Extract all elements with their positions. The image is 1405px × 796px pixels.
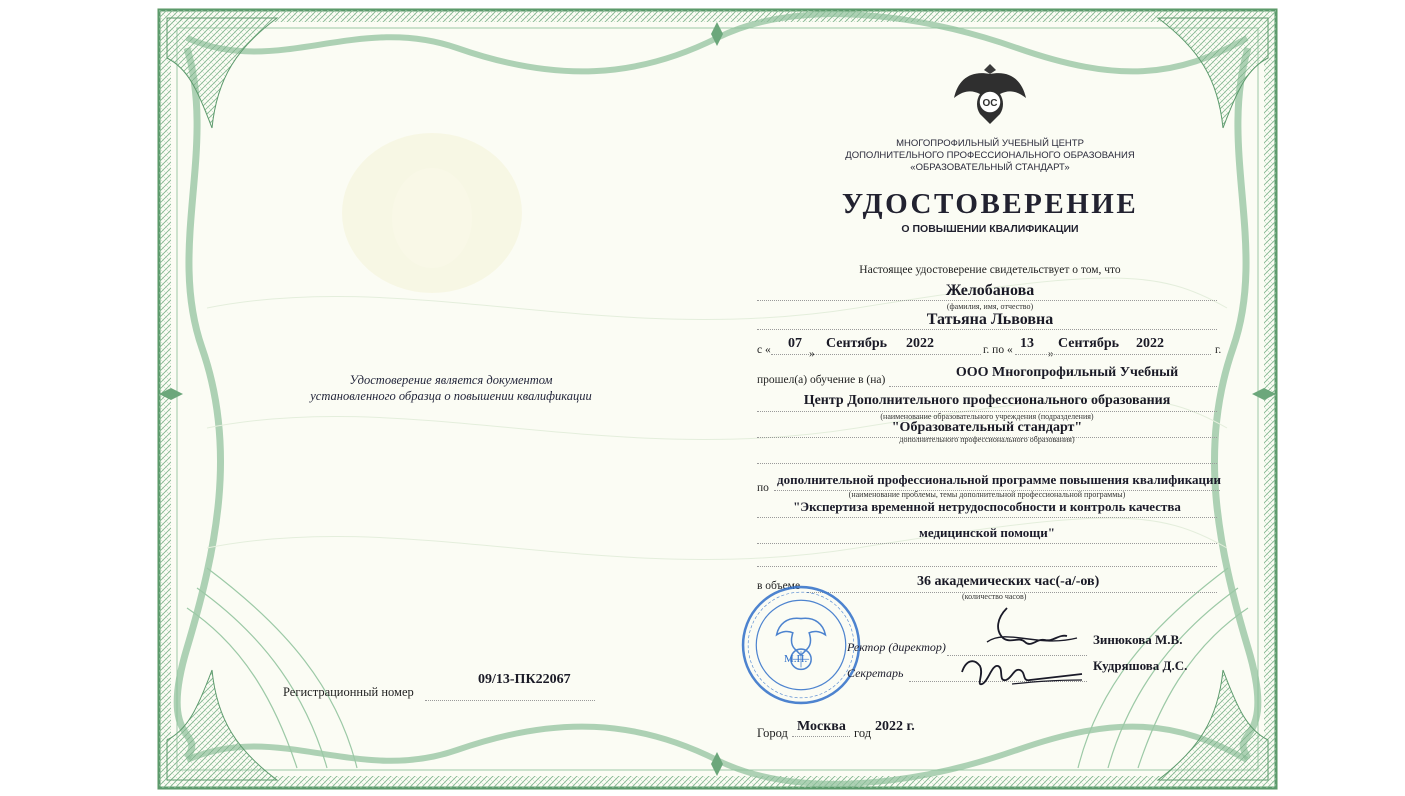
eagle-emblem-icon xyxy=(950,60,1030,130)
notice-line-1: Удостоверение является документом xyxy=(349,373,553,387)
program-line-3: медицинской помощи" xyxy=(919,525,1055,540)
date-from-prefix: с « xyxy=(757,344,771,356)
institution-line-2: Центр Дополнительного профессионального образования xyxy=(803,393,1171,408)
document-title: УДОСТОВЕРЕНИЕ xyxy=(841,188,1139,220)
institution-line-3: "Образовательный стандарт" xyxy=(891,420,1083,435)
name-line xyxy=(757,329,1217,330)
year-from: 2022 xyxy=(906,336,934,351)
year-value: 2022 г. xyxy=(875,719,915,734)
rector-label: Ректор (директор) xyxy=(847,640,946,654)
secretary-label: Секретарь xyxy=(847,666,904,680)
org-line-2: ДОПОЛНИТЕЛЬНОГО ПРОФЕССИОНАЛЬНОГО ОБРАЗОВАНИЯ xyxy=(845,150,1135,161)
volume-value: 36 академических час(-а/-ов) xyxy=(917,574,1100,589)
date-to-close-quote: » xyxy=(1048,348,1054,360)
left-notice xyxy=(281,372,621,404)
year-label: год xyxy=(854,726,872,740)
program-line-3-rule xyxy=(757,543,1217,544)
program-line-2-rule xyxy=(757,517,1217,518)
day-to: 13 xyxy=(1020,336,1034,351)
reg-number-label: Регистрационный номер xyxy=(283,685,414,699)
rector-name: Зинюкова М.В. xyxy=(1093,632,1183,647)
surname: Желобанова xyxy=(945,282,1035,299)
blank-rule-2 xyxy=(757,566,1217,567)
date-from-close-quote: » xyxy=(809,348,815,360)
institution-caption-1: (наименование образовательного учреждения (подразделения) xyxy=(880,412,1094,421)
po-label: по xyxy=(757,482,769,494)
month-from: Сентябрь xyxy=(826,336,888,351)
date-to-prefix: г. по « xyxy=(983,344,1013,356)
secretary-name: Кудряшова Д.С. xyxy=(1093,658,1188,673)
trained-label: прошел(а) обучение в (на) xyxy=(757,374,886,386)
volume-caption: (количество часов) xyxy=(962,592,1027,601)
certificate xyxy=(157,8,1278,790)
institution-caption-2: дополнительного профессионального образования) xyxy=(899,435,1075,444)
program-line-1: дополнительной профессиональной программе повышения квалификации xyxy=(777,472,1221,487)
reg-number: 09/13-ПК22067 xyxy=(478,672,571,687)
given-name: Татьяна Львовна xyxy=(926,311,1054,328)
reg-number-line xyxy=(425,700,595,701)
fio-caption: (фамилия, имя, отчество) xyxy=(946,302,1034,311)
day-from: 07 xyxy=(788,336,802,351)
mp-label: М.П. xyxy=(784,653,808,665)
org-line-3: «ОБРАЗОВАТЕЛЬНЫЙ СТАНДАРТ» xyxy=(910,162,1070,173)
month-to: Сентябрь xyxy=(1058,336,1120,351)
year-suffix: г. xyxy=(1215,344,1222,356)
program-caption: (наименование проблемы, темы дополнительной профессиональной программы) xyxy=(848,490,1126,499)
institution-line-1: ООО Многопрофильный Учебный xyxy=(955,365,1179,380)
org-header xyxy=(840,138,1140,174)
secretary-signature-icon xyxy=(952,646,1092,696)
surname-line xyxy=(757,300,1217,301)
program-line-2: "Экспертиза временной нетрудоспособности и контроль качества xyxy=(793,499,1181,514)
volume-label: в объеме xyxy=(757,580,801,592)
intro-text: Настоящее удостоверение свидетельствует о том, что xyxy=(859,264,1121,276)
blank-rule xyxy=(757,463,1217,464)
org-line-1: МНОГОПРОФИЛЬНЫЙ УЧЕБНЫЙ ЦЕНТР xyxy=(896,138,1084,149)
city-value: Москва xyxy=(797,719,846,734)
round-stamp-icon xyxy=(740,584,862,706)
institution-line-1-rule xyxy=(889,386,1217,387)
date-to-line xyxy=(1015,354,1211,355)
eagle-watermark-icon xyxy=(332,123,532,303)
notice-line-2: установленного образца о повышении квалификации xyxy=(310,389,592,403)
emblem-text: ОС xyxy=(982,98,998,109)
city-rule xyxy=(792,736,850,737)
date-from-line xyxy=(771,354,981,355)
document-subtitle: О ПОВЫШЕНИИ КВАЛИФИКАЦИИ xyxy=(901,223,1079,235)
city-label: Город xyxy=(757,726,788,740)
year-to: 2022 xyxy=(1136,336,1164,351)
